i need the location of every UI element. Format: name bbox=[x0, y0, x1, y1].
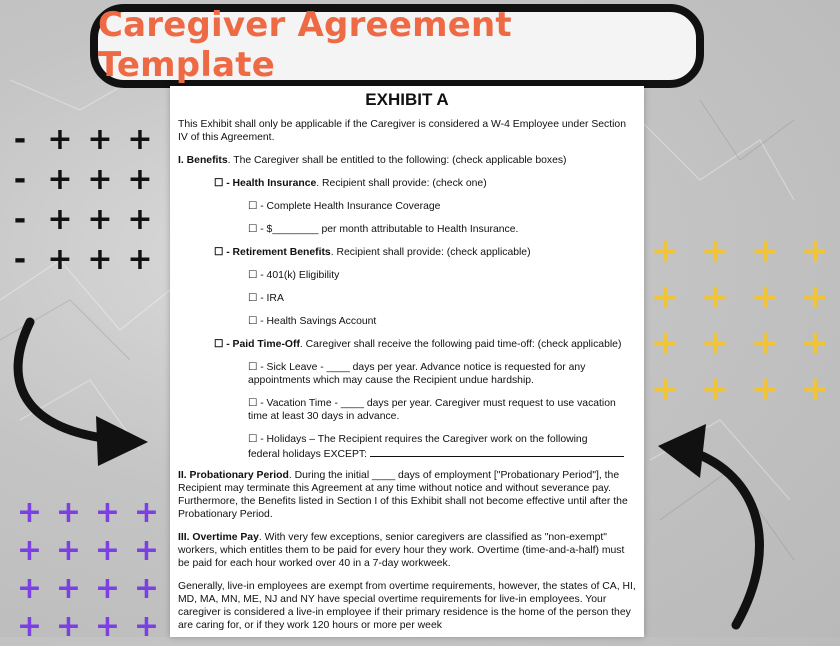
hsa-option[interactable]: ☐ - Health Savings Account bbox=[248, 316, 377, 327]
probation-text-a: . During the initial bbox=[288, 470, 373, 481]
vacation-prefix: ☐ - Vacation Time - bbox=[248, 398, 341, 409]
plus-glyph: + bbox=[750, 369, 780, 409]
plus-glyph: + bbox=[87, 242, 113, 277]
curved-arrow-left-icon bbox=[0, 300, 160, 480]
plus-glyph: + bbox=[55, 571, 82, 606]
plus-glyph: + bbox=[47, 202, 73, 237]
sick-leave-blank[interactable]: ____ bbox=[326, 362, 350, 373]
vacation-option[interactable] bbox=[178, 397, 636, 423]
plus-glyph: + bbox=[127, 202, 153, 237]
plus-glyph: + bbox=[650, 231, 680, 271]
plus-glyph: + bbox=[800, 277, 830, 317]
plus-glyph: + bbox=[133, 609, 160, 644]
sick-leave-option[interactable] bbox=[178, 361, 636, 387]
plus-glyph: + bbox=[94, 609, 121, 644]
health-monthly-option[interactable] bbox=[178, 223, 636, 236]
401k-option[interactable]: ☐ - 401(k) Eligibility bbox=[248, 270, 340, 281]
retirement-label: ☐ - Retirement Benefits bbox=[214, 247, 331, 258]
plus-glyph: + bbox=[650, 277, 680, 317]
plus-glyph: + bbox=[47, 122, 73, 157]
health-monthly-suffix: per month attributable to Health Insurance. bbox=[318, 224, 519, 235]
health-coverage-option[interactable]: ☐ - Complete Health Insurance Coverage bbox=[248, 201, 441, 212]
decor-purple-plus-grid bbox=[10, 494, 166, 646]
benefits-section-heading bbox=[178, 154, 636, 167]
holidays-except-label: federal holidays EXCEPT: bbox=[248, 449, 370, 460]
probation-days-blank[interactable]: ____ bbox=[372, 470, 396, 481]
plus-glyph: + bbox=[133, 533, 160, 568]
curved-arrow-right-icon bbox=[644, 420, 794, 630]
holidays-option[interactable] bbox=[178, 433, 636, 461]
plus-glyph: + bbox=[55, 533, 82, 568]
ira-option[interactable]: ☐ - IRA bbox=[248, 293, 284, 304]
plus-glyph: + bbox=[87, 162, 113, 197]
vacation-suffix: days per year. Caregiver must request to use vacation time at least 30 days in advance. bbox=[248, 398, 616, 422]
dash-glyph: - bbox=[13, 162, 27, 197]
plus-glyph: + bbox=[750, 231, 780, 271]
plus-glyph: + bbox=[133, 495, 160, 530]
plus-glyph: + bbox=[55, 609, 82, 644]
probation-heading: II. Probationary Period bbox=[178, 470, 289, 481]
plus-glyph: + bbox=[16, 495, 43, 530]
sick-leave-prefix: ☐ - Sick Leave - bbox=[248, 362, 327, 373]
probation-text-b: days of employment ["Probationary Period"], the Recipient may terminate this Agreement at any time without notice and without severance pay. Furthermore, the Benefits listed in Section I of this Exhibit shall not become effective until after the Probationary Period. bbox=[178, 470, 628, 520]
overtime-text: . With very few exceptions, senior caregivers are classified as "non-exempt" workers, which entitles them to be paid for every hour they work. Overtime (time-and-a-half) must be paid for each hour worked over 40 in a 7-day workweek. bbox=[178, 532, 625, 569]
holidays-except-field[interactable] bbox=[370, 446, 624, 457]
plus-glyph: + bbox=[700, 323, 730, 363]
plus-glyph: + bbox=[47, 242, 73, 277]
holidays-line-1: ☐ - Holidays – The Recipient requires the Caregiver work on the following bbox=[248, 434, 588, 445]
benefits-text: . The Caregiver shall be entitled to the following: (check applicable boxes) bbox=[227, 155, 567, 166]
plus-glyph: + bbox=[127, 162, 153, 197]
holidays-line-2 bbox=[248, 446, 636, 461]
plus-glyph: + bbox=[16, 533, 43, 568]
dash-glyph: - bbox=[13, 242, 27, 277]
intro-paragraph: This Exhibit shall only be applicable if the Caregiver is considered a W-4 Employee under Section IV of this Agreement. bbox=[178, 119, 626, 143]
plus-glyph: + bbox=[94, 571, 121, 606]
decor-yellow-plus-grid bbox=[640, 228, 840, 412]
benefits-heading: I. Benefits bbox=[178, 155, 228, 166]
plus-glyph: + bbox=[750, 277, 780, 317]
plus-glyph: + bbox=[700, 277, 730, 317]
plus-glyph: + bbox=[47, 162, 73, 197]
plus-glyph: + bbox=[800, 231, 830, 271]
plus-glyph: + bbox=[800, 323, 830, 363]
plus-glyph: + bbox=[16, 571, 43, 606]
dash-glyph: - bbox=[13, 202, 27, 237]
title-banner bbox=[90, 4, 704, 88]
plus-glyph: + bbox=[94, 495, 121, 530]
health-insurance-item[interactable] bbox=[178, 177, 636, 190]
plus-glyph: + bbox=[650, 369, 680, 409]
health-insurance-text: . Recipient shall provide: (check one) bbox=[316, 178, 487, 189]
vacation-blank[interactable]: ____ bbox=[340, 398, 364, 409]
plus-glyph: + bbox=[650, 323, 680, 363]
dash-glyph: - bbox=[13, 122, 27, 157]
live-in-paragraph: Generally, live-in employees are exempt from overtime requirements, however, the states of CA, HI, MD, MA, MN, ME, NJ and NY have special overtime requirements for live-in employees. Your caregiver is considered a live-in employee if their primary residence is the home of the person they are caring for, or if they work 120 hours or more per week bbox=[178, 581, 636, 631]
banner-title: Caregiver Agreement Template bbox=[98, 5, 512, 85]
plus-glyph: + bbox=[16, 609, 43, 644]
retirement-text: . Recipient shall provide: (check applicable) bbox=[330, 247, 531, 258]
plus-glyph: + bbox=[750, 323, 780, 363]
decor-black-plus-grid bbox=[0, 120, 160, 280]
plus-glyph: + bbox=[700, 231, 730, 271]
plus-glyph: + bbox=[127, 242, 153, 277]
retirement-item[interactable] bbox=[178, 246, 636, 259]
plus-glyph: + bbox=[700, 369, 730, 409]
health-monthly-blank[interactable]: ________ bbox=[272, 224, 319, 235]
plus-glyph: + bbox=[127, 122, 153, 157]
health-insurance-label: ☐ - Health Insurance bbox=[214, 178, 317, 189]
document-page bbox=[170, 86, 644, 637]
overtime-paragraph bbox=[178, 531, 636, 570]
paid-time-off-item[interactable] bbox=[178, 338, 636, 351]
sick-leave-suffix: days per year. Advance notice is requested for any appointments which may cause the Recipient undue hardship. bbox=[248, 362, 586, 386]
plus-glyph: + bbox=[55, 495, 82, 530]
paid-time-off-label: ☐ - Paid Time-Off bbox=[214, 339, 300, 350]
plus-glyph: + bbox=[87, 202, 113, 237]
probation-paragraph bbox=[178, 469, 636, 521]
health-monthly-prefix: ☐ - $ bbox=[248, 224, 273, 235]
plus-glyph: + bbox=[800, 369, 830, 409]
plus-glyph: + bbox=[133, 571, 160, 606]
plus-glyph: + bbox=[87, 122, 113, 157]
plus-glyph: + bbox=[94, 533, 121, 568]
document-title: EXHIBIT A bbox=[365, 90, 449, 109]
paid-time-off-text: . Caregiver shall receive the following paid time-off: (check applicable) bbox=[299, 339, 622, 350]
overtime-heading: III. Overtime Pay bbox=[178, 532, 259, 543]
